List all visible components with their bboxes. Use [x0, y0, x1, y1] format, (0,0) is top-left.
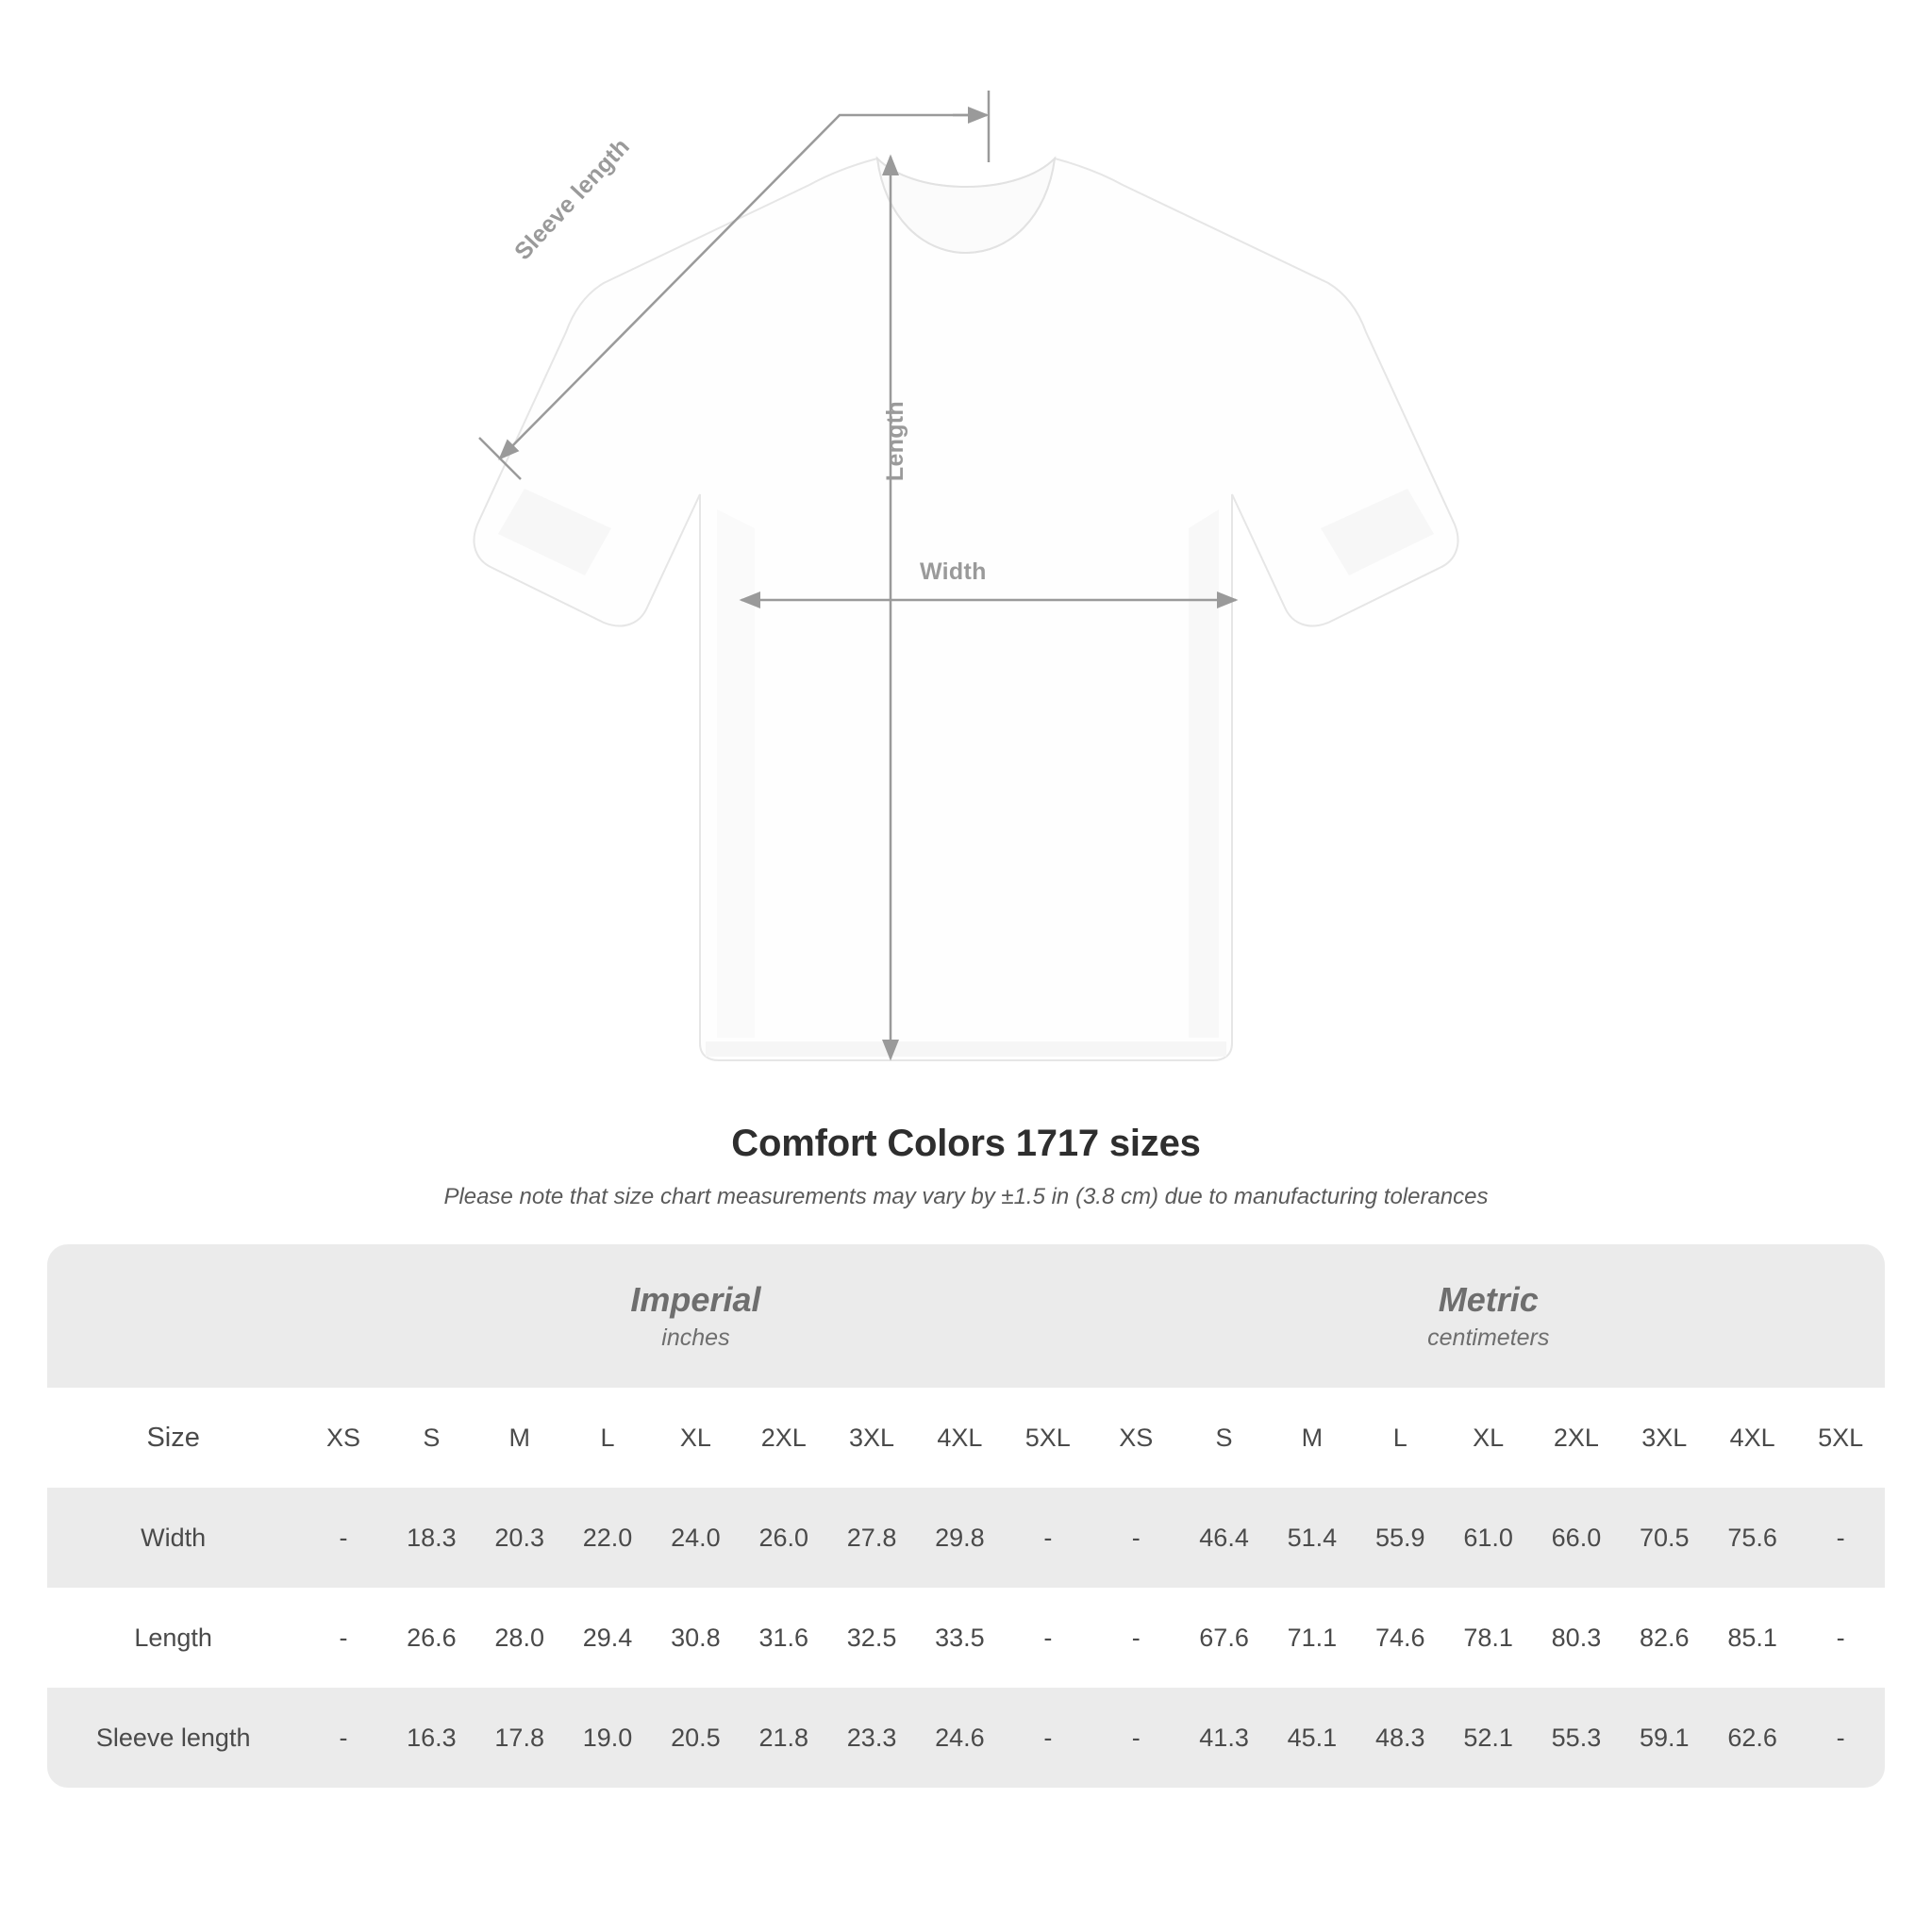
cell-width-imperial-xs: - [299, 1488, 387, 1588]
chart-title: Comfort Colors 1717 sizes [731, 1123, 1201, 1164]
title-block [0, 1123, 1932, 1210]
cell-width-imperial-3xl: 27.8 [827, 1488, 915, 1588]
size-header-imperial-2xl: 2XL [740, 1388, 827, 1488]
cell-length-imperial-4xl: 33.5 [916, 1588, 1004, 1688]
cell-sleeve-metric-2xl: 55.3 [1532, 1688, 1620, 1788]
cell-length-imperial-2xl: 31.6 [740, 1588, 827, 1688]
cell-width-imperial-l: 22.0 [563, 1488, 651, 1588]
cell-sleeve-metric-m: 45.1 [1268, 1688, 1356, 1788]
size-header-imperial-5xl: 5XL [1004, 1388, 1091, 1488]
cell-length-metric-xl: 78.1 [1444, 1588, 1532, 1688]
size-header-metric-3xl: 3XL [1621, 1388, 1708, 1488]
cell-length-metric-2xl: 80.3 [1532, 1588, 1620, 1688]
cell-sleeve-imperial-m: 17.8 [475, 1688, 563, 1788]
size-table [47, 1244, 1885, 1788]
width-label: Width [920, 558, 987, 585]
cell-length-metric-4xl: 85.1 [1708, 1588, 1796, 1688]
cell-length-metric-5xl: - [1796, 1588, 1885, 1688]
cell-sleeve-metric-xl: 52.1 [1444, 1688, 1532, 1788]
cell-sleeve-metric-xs: - [1092, 1688, 1180, 1788]
row-label-width: Width [47, 1488, 299, 1588]
size-header-metric-5xl: 5XL [1796, 1388, 1885, 1488]
cell-sleeve-metric-5xl: - [1796, 1688, 1885, 1788]
length-label: Length [882, 401, 908, 482]
unit-system-metric [1092, 1244, 1885, 1388]
cell-sleeve-imperial-4xl: 24.6 [916, 1688, 1004, 1788]
cell-width-metric-xl: 61.0 [1444, 1488, 1532, 1588]
chart-note: Please note that size chart measurements may vary by ±1.5 in (3.8 cm) due to manufacturing tolerances [443, 1184, 1489, 1209]
size-header-imperial-xs: XS [299, 1388, 387, 1488]
size-header-metric-xl: XL [1444, 1388, 1532, 1488]
cell-length-imperial-m: 28.0 [475, 1588, 563, 1688]
size-table-container [47, 1244, 1885, 1788]
cell-length-imperial-s: 26.6 [388, 1588, 475, 1688]
size-header-imperial-xl: XL [652, 1388, 740, 1488]
size-header-metric-xs: XS [1092, 1388, 1180, 1488]
unit-system-imperial-name: Imperial [630, 1279, 761, 1319]
cell-width-metric-4xl: 75.6 [1708, 1488, 1796, 1588]
cell-width-imperial-5xl: - [1004, 1488, 1091, 1588]
cell-sleeve-imperial-2xl: 21.8 [740, 1688, 827, 1788]
cell-width-metric-2xl: 66.0 [1532, 1488, 1620, 1588]
unit-system-spacer [47, 1244, 299, 1388]
cell-sleeve-imperial-l: 19.0 [563, 1688, 651, 1788]
cell-length-metric-xs: - [1092, 1588, 1180, 1688]
cell-width-metric-5xl: - [1796, 1488, 1885, 1588]
cell-length-imperial-xl: 30.8 [652, 1588, 740, 1688]
cell-sleeve-metric-3xl: 59.1 [1621, 1688, 1708, 1788]
cell-sleeve-metric-l: 48.3 [1357, 1688, 1444, 1788]
cell-sleeve-metric-4xl: 62.6 [1708, 1688, 1796, 1788]
cell-length-imperial-l: 29.4 [563, 1588, 651, 1688]
cell-width-metric-l: 55.9 [1357, 1488, 1444, 1588]
cell-width-imperial-2xl: 26.0 [740, 1488, 827, 1588]
cell-sleeve-imperial-s: 16.3 [388, 1688, 475, 1788]
size-header-label: Size [47, 1388, 299, 1488]
unit-system-imperial-unit: inches [661, 1324, 730, 1352]
cell-sleeve-imperial-3xl: 23.3 [827, 1688, 915, 1788]
unit-system-metric-name: Metric [1438, 1279, 1539, 1319]
size-header-metric-s: S [1180, 1388, 1268, 1488]
cell-sleeve-metric-s: 41.3 [1180, 1688, 1268, 1788]
cell-width-imperial-xl: 24.0 [652, 1488, 740, 1588]
size-header-imperial-4xl: 4XL [916, 1388, 1004, 1488]
tshirt-shape [475, 158, 1458, 1060]
size-header-metric-m: M [1268, 1388, 1356, 1488]
unit-system-metric-unit: centimeters [1427, 1324, 1550, 1352]
cell-sleeve-imperial-xl: 20.5 [652, 1688, 740, 1788]
cell-length-metric-s: 67.6 [1180, 1588, 1268, 1688]
cell-length-imperial-xs: - [299, 1588, 387, 1688]
cell-width-metric-3xl: 70.5 [1621, 1488, 1708, 1588]
cell-length-imperial-3xl: 32.5 [827, 1588, 915, 1688]
cell-width-metric-s: 46.4 [1180, 1488, 1268, 1588]
size-header-imperial-3xl: 3XL [827, 1388, 915, 1488]
size-header-metric-4xl: 4XL [1708, 1388, 1796, 1488]
size-header-metric-2xl: 2XL [1532, 1388, 1620, 1488]
cell-width-imperial-4xl: 29.8 [916, 1488, 1004, 1588]
cell-length-metric-l: 74.6 [1357, 1588, 1444, 1688]
cell-width-metric-m: 51.4 [1268, 1488, 1356, 1588]
sleeve-length-label: Sleeve length [509, 133, 636, 266]
cell-width-metric-xs: - [1092, 1488, 1180, 1588]
size-header-imperial-s: S [388, 1388, 475, 1488]
cell-width-imperial-m: 20.3 [475, 1488, 563, 1588]
cell-length-imperial-5xl: - [1004, 1588, 1091, 1688]
size-header-imperial-m: M [475, 1388, 563, 1488]
cell-length-metric-3xl: 82.6 [1621, 1588, 1708, 1688]
unit-system-imperial [299, 1244, 1091, 1388]
table-row [47, 1588, 1885, 1688]
unit-system-row [47, 1244, 1885, 1388]
cell-length-metric-m: 71.1 [1268, 1588, 1356, 1688]
cell-width-imperial-s: 18.3 [388, 1488, 475, 1588]
cell-sleeve-imperial-5xl: - [1004, 1688, 1091, 1788]
table-row [47, 1688, 1885, 1788]
size-header-row [47, 1388, 1885, 1488]
size-header-metric-l: L [1357, 1388, 1444, 1488]
table-row [47, 1488, 1885, 1588]
row-label-length: Length [47, 1588, 299, 1688]
size-header-imperial-l: L [563, 1388, 651, 1488]
cell-sleeve-imperial-xs: - [299, 1688, 387, 1788]
row-label-sleeve-length: Sleeve length [47, 1688, 299, 1788]
